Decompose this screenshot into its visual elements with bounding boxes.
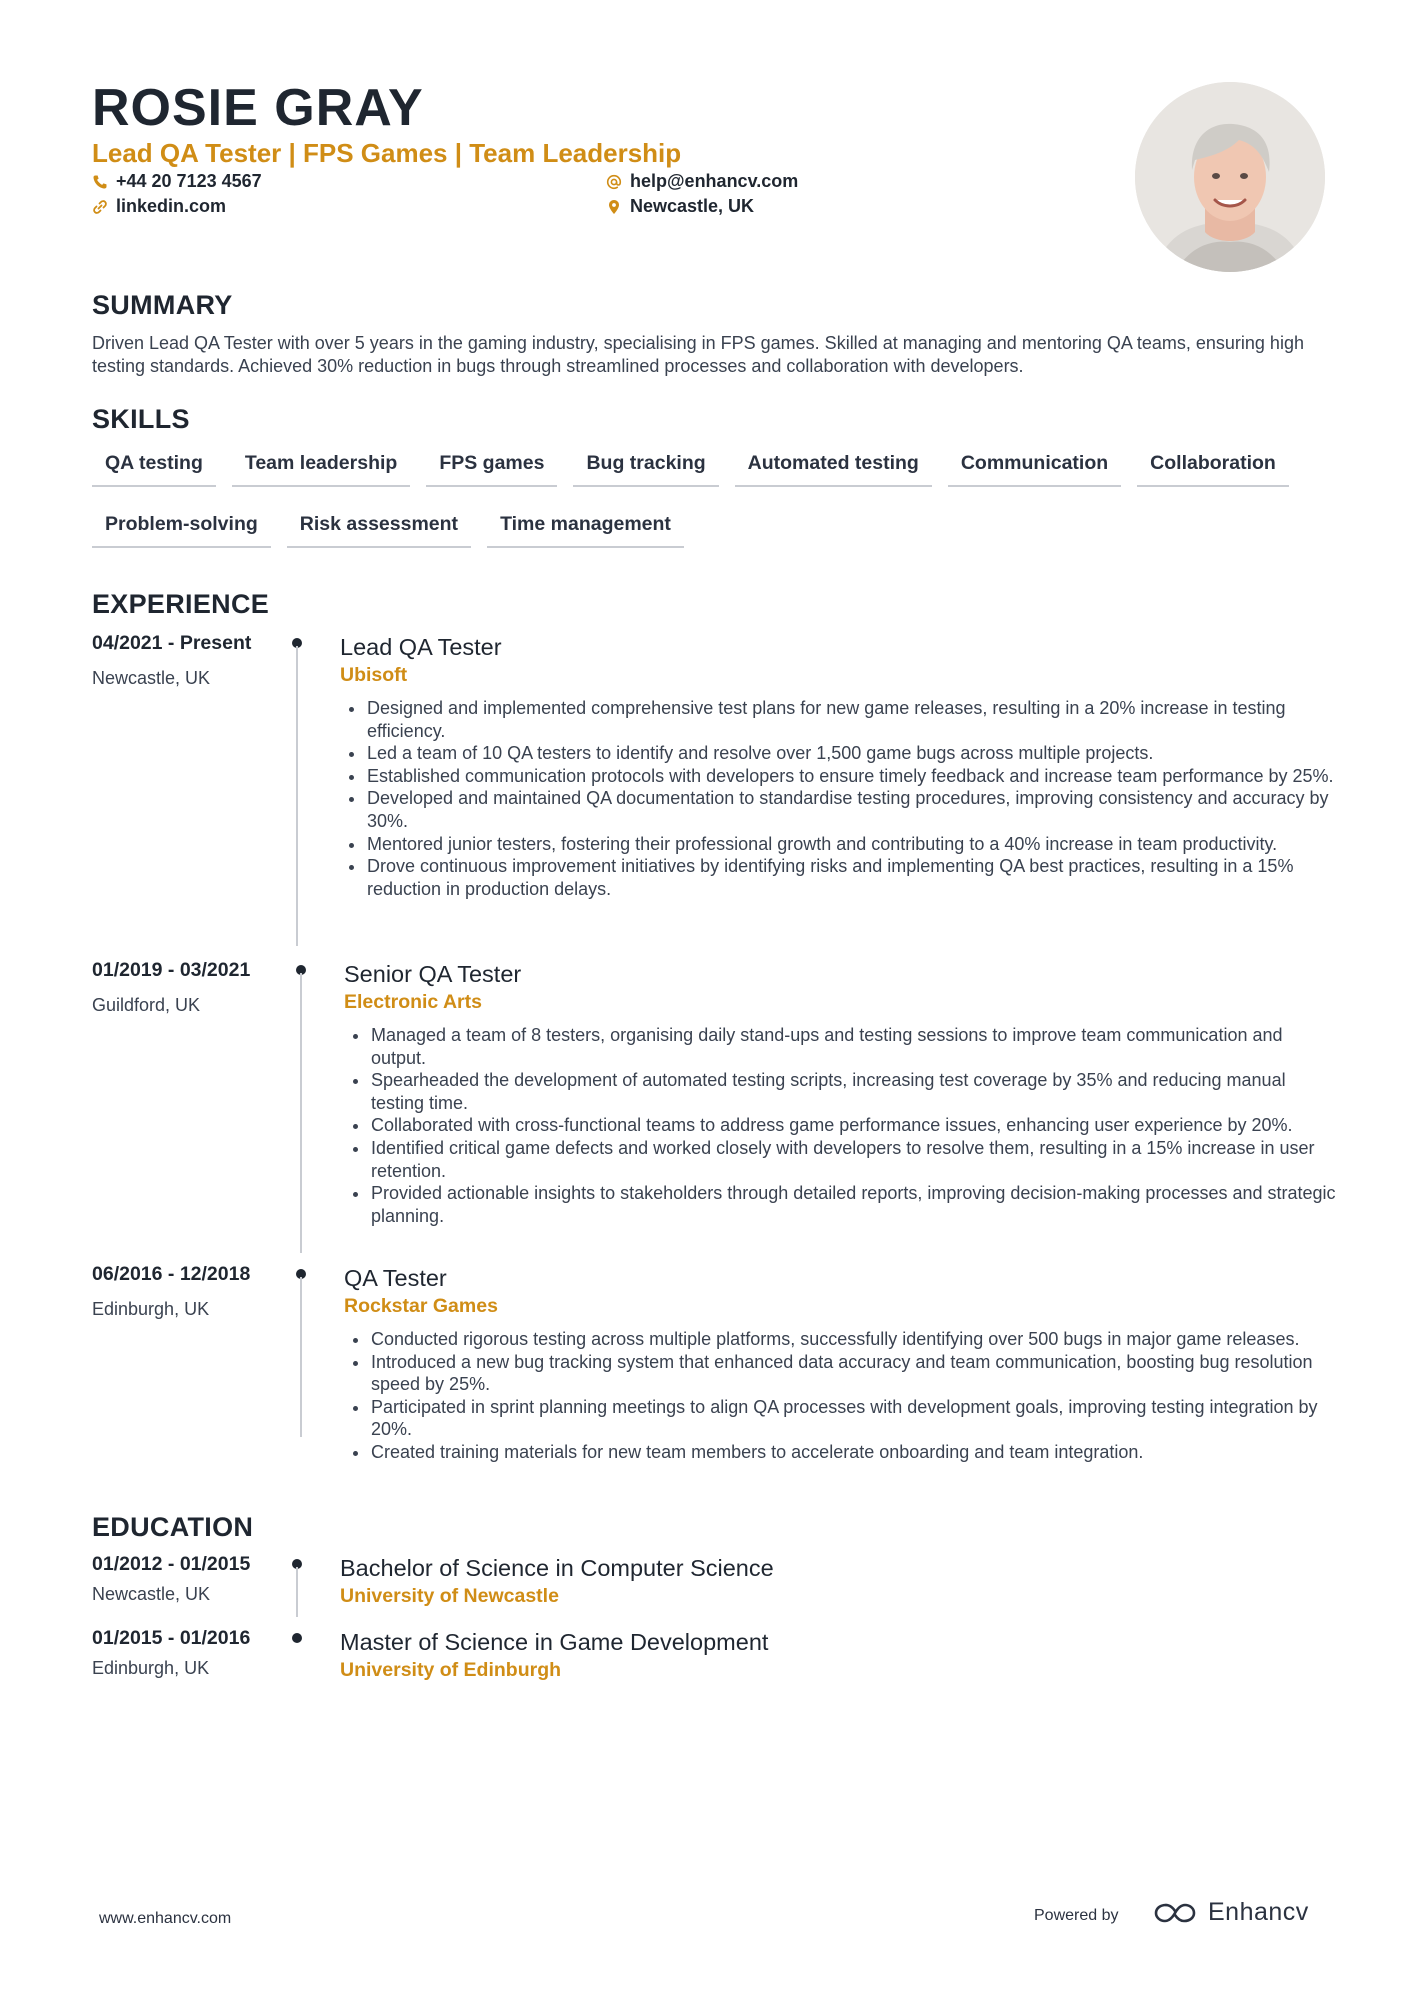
at-icon <box>606 174 622 190</box>
job-bullet: Provided actionable insights to stakeholders through detailed reports, improving decision-making processes and strategic planning. <box>344 1182 1342 1227</box>
timeline-line <box>300 1277 302 1437</box>
job-bullet: Led a team of 10 QA testers to identify and resolve over 1,500 game bugs across multiple projects. <box>340 742 1342 765</box>
job-bullet: Developed and maintained QA documentation to standardise testing procedures, improving consistency and accuracy by 30%. <box>340 787 1342 832</box>
powered-by-label: Powered by <box>1034 1907 1119 1924</box>
edu-location: Newcastle, UK <box>92 1584 211 1604</box>
timeline-dot <box>292 1633 302 1643</box>
email-text: help@enhancv.com <box>630 171 799 191</box>
job-dates: 04/2021 - Present <box>92 632 252 654</box>
timeline-line <box>296 1567 298 1617</box>
experience-heading: EXPERIENCE <box>92 589 270 619</box>
job-bullet: Established communication protocols with developers to ensure timely feedback and increase team performance by 25%. <box>340 765 1342 788</box>
job-location: Newcastle, UK <box>92 668 211 688</box>
company-name: Electronic Arts <box>344 991 482 1013</box>
summary-heading: SUMMARY <box>92 290 233 320</box>
edu-dates: 01/2015 - 01/2016 <box>92 1627 251 1649</box>
skill-tag: FPS games <box>426 448 557 487</box>
skill-tag: Automated testing <box>735 448 932 487</box>
skill-tag: Risk assessment <box>287 509 471 548</box>
job-location: Edinburgh, UK <box>92 1299 210 1319</box>
job-bullet: Designed and implemented comprehensive test plans for new game releases, resulting in a 20% increase in testing efficiency. <box>340 697 1342 742</box>
skills-list <box>92 448 1342 570</box>
location-pin-icon <box>606 199 622 215</box>
summary-text: Driven Lead QA Tester with over 5 years in the gaming industry, specialising in FPS games. Skilled at managing and mentoring QA teams, ensuring high testing standards. Achieved 30% reduction in bugs through streamlined processes and collaboration with developers. <box>92 333 1304 376</box>
job-content <box>344 959 1342 1227</box>
skills-row-2 <box>92 509 1342 548</box>
education-entry <box>92 1553 1342 1623</box>
experience-entry <box>92 959 1342 1253</box>
experience-entry <box>92 632 1342 946</box>
job-bullets <box>344 1024 1342 1227</box>
phone-text: +44 20 7123 4567 <box>116 171 262 191</box>
candidate-name: ROSIE GRAY <box>92 79 424 137</box>
job-bullet: Created training materials for new team members to accelerate onboarding and team integration. <box>344 1441 1342 1464</box>
profile-photo <box>1135 82 1325 272</box>
company-name: Ubisoft <box>340 664 408 686</box>
job-bullet: Managed a team of 8 testers, organising daily stand-ups and testing sessions to improve team communication and output. <box>344 1024 1342 1069</box>
job-bullet: Mentored junior testers, fostering their professional growth and contributing to a 40% increase in team productivity. <box>340 833 1342 856</box>
job-bullets <box>340 697 1342 900</box>
school-name: University of Newcastle <box>340 1585 559 1607</box>
edu-location: Edinburgh, UK <box>92 1658 210 1678</box>
edu-content <box>340 1553 1342 1608</box>
location-text: Newcastle, UK <box>630 196 755 216</box>
brand-logo[interactable] <box>1152 1898 1309 1927</box>
contact-phone <box>92 171 262 192</box>
company-name: Rockstar Games <box>344 1295 498 1317</box>
skill-tag: QA testing <box>92 448 216 487</box>
timeline-line <box>296 646 298 946</box>
phone-icon <box>92 174 108 190</box>
degree-title: Bachelor of Science in Computer Science <box>340 1555 774 1581</box>
contact-linkedin[interactable] <box>92 196 226 217</box>
skills-heading: SKILLS <box>92 404 190 434</box>
experience-entry <box>92 1263 1342 1493</box>
linkedin-text: linkedin.com <box>116 196 227 216</box>
link-icon <box>92 199 108 215</box>
contact-location <box>606 196 754 217</box>
job-bullet: Introduced a new bug tracking system that enhanced data accuracy and team communication, boosting bug resolution speed by 25%. <box>344 1351 1342 1396</box>
job-bullet: Participated in sprint planning meetings to align QA processes with development goals, improving testing integration by 20%. <box>344 1396 1342 1441</box>
job-bullet: Collaborated with cross-functional teams to address game performance issues, enhancing user experience by 20%. <box>344 1114 1342 1137</box>
job-title: Senior QA Tester <box>344 961 522 987</box>
job-location: Guildford, UK <box>92 995 201 1015</box>
edu-content <box>340 1627 1342 1682</box>
skill-tag: Problem-solving <box>92 509 271 548</box>
job-dates: 01/2019 - 03/2021 <box>92 959 251 981</box>
school-name: University of Edinburgh <box>340 1659 562 1681</box>
job-bullet: Spearheaded the development of automated testing scripts, increasing test coverage by 35% and reducing manual testing time. <box>344 1069 1342 1114</box>
portrait-illustration <box>1135 82 1325 272</box>
degree-title: Master of Science in Game Development <box>340 1629 769 1655</box>
job-dates: 06/2016 - 12/2018 <box>92 1263 251 1285</box>
job-bullet: Drove continuous improvement initiatives by identifying risks and implementing QA best practices, resulting in a 15% reduction in production delays. <box>340 855 1342 900</box>
skill-tag: Team leadership <box>232 448 410 487</box>
skill-tag: Bug tracking <box>573 448 718 487</box>
skill-tag: Collaboration <box>1137 448 1289 487</box>
job-bullet: Conducted rigorous testing across multiple platforms, successfully identifying over 500 bugs in major game releases. <box>344 1328 1342 1351</box>
edu-dates: 01/2012 - 01/2015 <box>92 1553 251 1575</box>
job-title: Lead QA Tester <box>340 634 502 660</box>
job-bullet: Identified critical game defects and worked closely with developers to resolve them, resulting in a 15% increase in user retention. <box>344 1137 1342 1182</box>
timeline-line <box>300 973 302 1253</box>
job-content <box>344 1263 1342 1464</box>
skill-tag: Time management <box>487 509 684 548</box>
job-bullets <box>344 1328 1342 1464</box>
contact-email[interactable] <box>606 171 798 192</box>
enhancv-logo-icon <box>1152 1901 1198 1925</box>
footer-website-link[interactable]: www.enhancv.com <box>99 1910 232 1927</box>
skill-tag: Communication <box>948 448 1121 487</box>
job-title: QA Tester <box>344 1265 447 1291</box>
headline: Lead QA Tester | FPS Games | Team Leadership <box>92 138 682 168</box>
brand-name: Enhancv <box>1208 1898 1309 1926</box>
job-content <box>340 632 1342 900</box>
skills-row-1 <box>92 448 1342 487</box>
education-heading: EDUCATION <box>92 1512 254 1542</box>
education-entry <box>92 1627 1342 1697</box>
